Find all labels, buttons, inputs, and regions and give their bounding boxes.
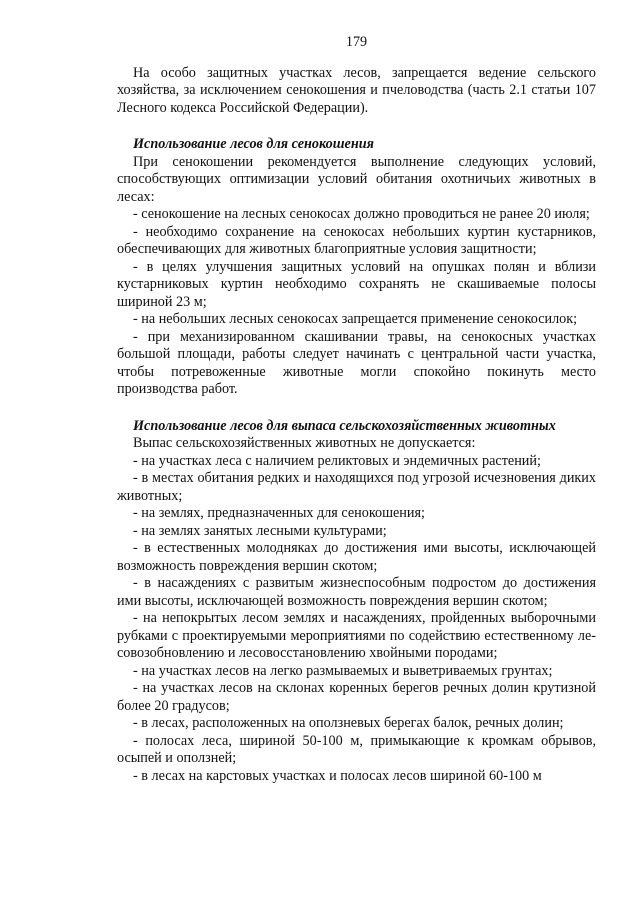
list-item: - сенокошение на лесных сенокосах должно проводиться не ранее 20 июля; [133, 206, 590, 222]
list-item: - в местах обитания редких и находящихся под угрозой исчезновения диких животных; [117, 470, 596, 504]
list-item: - при механизированном скашивании травы, на сенокосных участках большой площади, работы следует начинать с центральной части участка, чтобы потревоженные животные могли спокойно покинуть место производства работ. [117, 328, 596, 397]
section-lead-haymaking: При сенокошении рекомендуется выполнение следующих условий, способствующих оптимизации условий обитания охотничьих животных в лесах: [117, 153, 596, 205]
list-item: - в целях улучшения защитных условий на опушках полян и вблизи кустарниковых куртин необходимо сохранять не скашиваемые полосы шириной 23 м; [117, 258, 596, 310]
section-lead-grazing: Выпас сельскохозяйственных животных не допускается: [133, 435, 476, 451]
intro-paragraph: На особо защитных участках лесов, запрещается ведение сельского хозяйства, за исключением сенокошения и пчеловодства (часть 2.1 статьи 107 Лесного кодекса Российской Федерации). [117, 64, 596, 116]
list-item: - на землях занятых лесными культурами; [133, 522, 387, 539]
list-item: - полосах леса, шириной 50-100 м, примыкающие к кромкам обрывов, осыпей и оползней; [117, 732, 596, 766]
list-item: - на участках леса с наличием реликтовых и эндемичных растений; [133, 452, 541, 469]
list-item: - в лесах на карстовых участках и полосах лесов шириной 60-100 м [133, 767, 542, 784]
list-item: - в естественных молодняках до достижения ими высоты, исключающей возможность повреждения вершин скотом; [117, 540, 596, 574]
list-item: - в насаждениях с развитым жизнеспособным подростом до достижения ими высоты, исключающей возможность повреждения вершин скотом; [117, 575, 596, 609]
section-heading-haymaking: Использование лесов для сенокошения [133, 136, 374, 152]
page-number: 179 [345, 34, 368, 50]
document-page [117, 34, 596, 785]
list-item: - на небольших лесных сенокосах запрещается применение сенокосилок; [133, 311, 578, 327]
list-item: - на участках лесов на склонах коренных берегов речных долин крутизной более 20 градусов; [117, 680, 596, 714]
list-item: - на непокрытых лесом землях и насаждениях, пройденных выборочными рубками с проектируемыми мероприятиями по содействию естественному ле-совозобновлению и лесовосстановлению хвойными породами; [117, 610, 596, 661]
list-item: - на участках лесов на легко размываемых и выветриваемых грунтах; [133, 662, 553, 679]
list-item: - необходимо сохранение на сенокосах небольших куртин кустарников, обеспечивающих для животных благоприятные условия защитности; [117, 223, 596, 257]
list-item: - на землях, предназначенных для сенокошения; [133, 505, 425, 521]
section-heading-grazing: Использование лесов для выпаса сельскохозяйственных животных [133, 417, 556, 434]
list-item: - в лесах, расположенных на оползневых берегах балок, речных долин; [133, 715, 564, 731]
